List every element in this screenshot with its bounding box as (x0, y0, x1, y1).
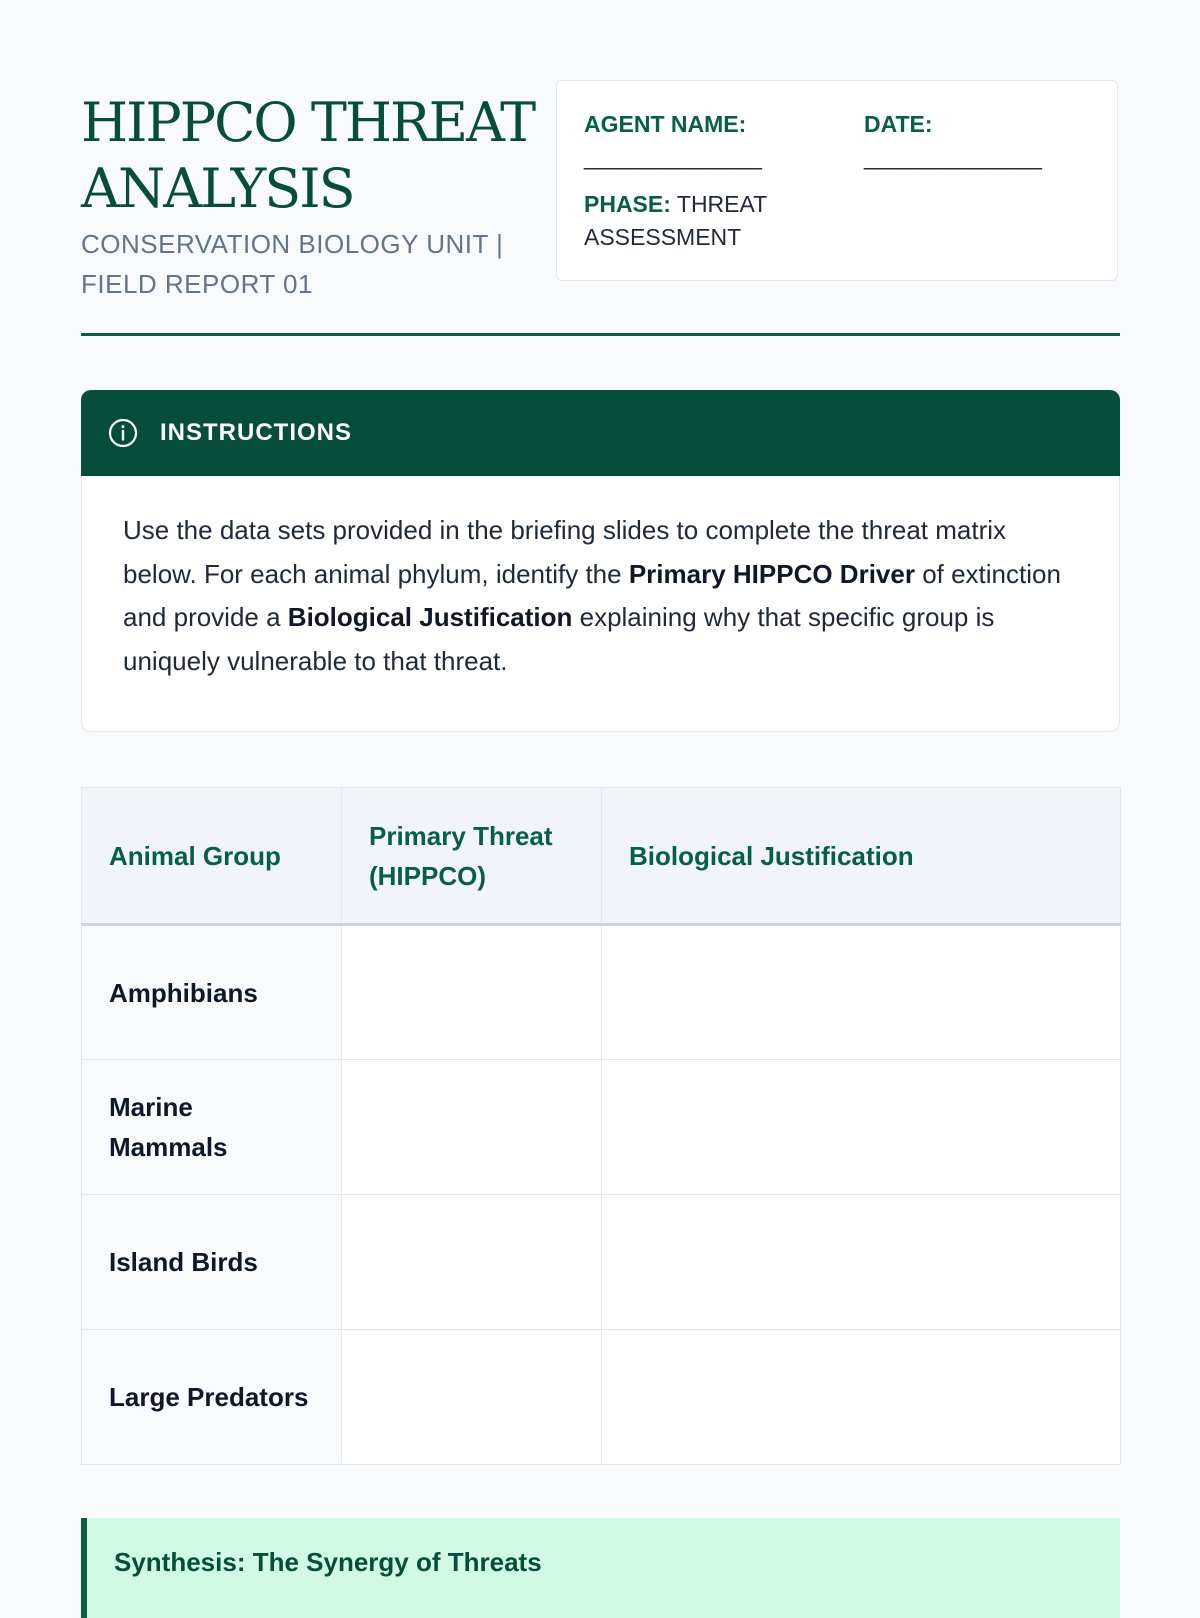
justification-cell[interactable] (602, 1060, 1121, 1195)
page-title (81, 90, 541, 222)
justification-cell[interactable] (602, 1330, 1121, 1465)
instructions-body (81, 476, 1120, 732)
table-row (82, 1330, 1121, 1465)
instructions-text-part-2: of extinction and provide a (123, 558, 1061, 632)
instructions-bold-driver: Primary HIPPCO Driver (628, 558, 915, 589)
agent-name-field[interactable] (584, 108, 824, 174)
instructions-title: INSTRUCTIONS (160, 419, 352, 446)
header-biological-justification: Biological Justification (602, 788, 1121, 925)
animal-group-cell: Island Birds (82, 1195, 342, 1330)
agent-name-line: _______________ (584, 144, 761, 170)
synthesis-title: Synthesis: The Synergy of Threats (114, 1547, 542, 1577)
justification-cell[interactable] (602, 1195, 1121, 1330)
header-primary-threat: Primary Threat (HIPPCO) (342, 788, 602, 925)
date-line: _______________ (864, 144, 1041, 170)
phase-value: THREAT ASSESSMENT (584, 191, 767, 250)
threat-matrix-table (81, 787, 1121, 1465)
phase-field (584, 188, 824, 254)
instructions-text (123, 509, 1078, 683)
instructions-header (81, 390, 1120, 476)
date-field[interactable] (864, 108, 1084, 174)
table-row (82, 1060, 1121, 1195)
animal-group-cell: Large Predators (82, 1330, 342, 1465)
title-line-2: ANALYSIS (81, 157, 354, 220)
synthesis-section (81, 1518, 1120, 1618)
instructions-text-part-3: explaining why that specific group is uniquely vulnerable to that threat. (123, 602, 995, 676)
instructions-panel (81, 390, 1120, 732)
agent-info-box (556, 80, 1118, 281)
report-header (81, 80, 1120, 299)
title-line-1: HIPPCO THREAT (81, 91, 535, 154)
justification-cell[interactable] (602, 925, 1121, 1060)
instructions-text-part-1: Use the data sets provided in the briefing slides to complete the threat matrix below. For each animal phylum, identify the (123, 515, 1007, 589)
phase-label: PHASE: (584, 191, 671, 217)
page-subtitle: CONSERVATION BIOLOGY UNIT | FIELD REPORT 01 (81, 229, 504, 299)
info-icon (108, 418, 138, 448)
primary-threat-cell[interactable] (342, 1330, 602, 1465)
title-block (81, 90, 541, 304)
primary-threat-cell[interactable] (342, 925, 602, 1060)
agent-name-label: AGENT NAME: (584, 111, 747, 137)
table-header-row (82, 788, 1121, 925)
table-row (82, 925, 1121, 1060)
animal-group-cell: Amphibians (82, 925, 342, 1060)
header-animal-group: Animal Group (82, 788, 342, 925)
header-divider (81, 333, 1120, 336)
animal-group-cell: Marine Mammals (82, 1060, 342, 1195)
table-row (82, 1195, 1121, 1330)
date-label: DATE: (864, 111, 933, 137)
primary-threat-cell[interactable] (342, 1060, 602, 1195)
primary-threat-cell[interactable] (342, 1195, 602, 1330)
instructions-bold-justification: Biological Justification (287, 602, 573, 632)
